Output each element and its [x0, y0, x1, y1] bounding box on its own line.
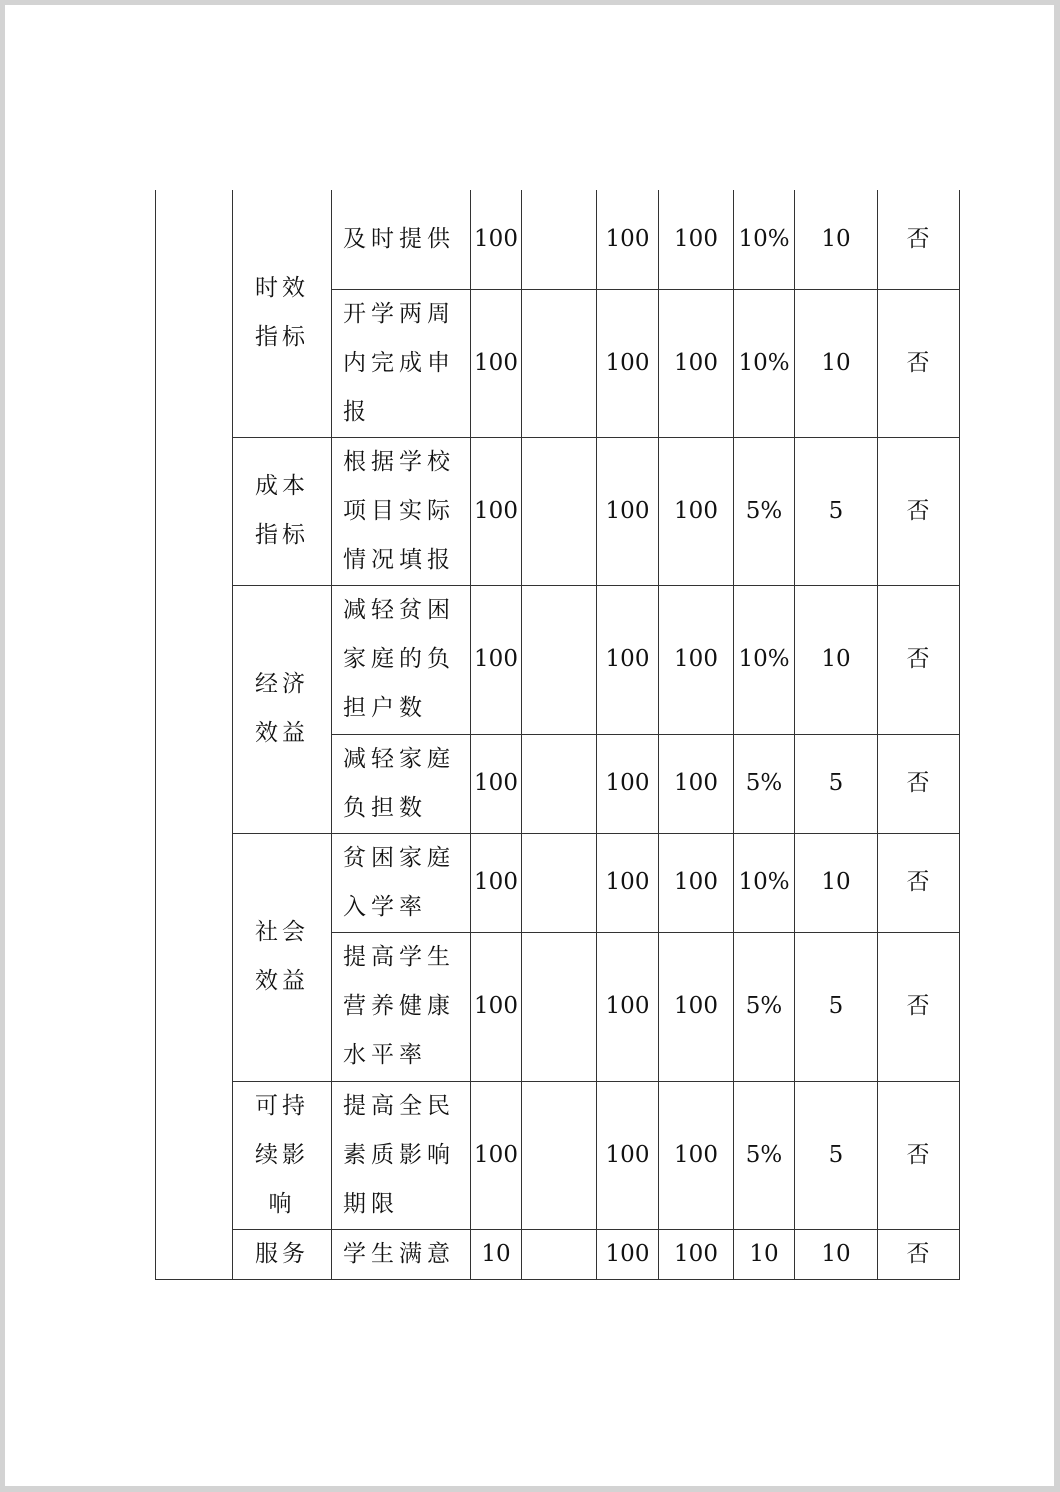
score-value: 5	[795, 1081, 878, 1229]
indicator-category: 时效指标	[233, 190, 332, 437]
score-value: 5	[795, 932, 878, 1081]
flag-value: 否	[878, 734, 960, 833]
indicator-category: 成本指标	[233, 437, 332, 585]
table-row	[156, 1229, 960, 1279]
blank-cell	[522, 734, 597, 833]
target-value: 100	[471, 734, 522, 833]
table-row	[156, 585, 960, 734]
blank-cell	[522, 833, 597, 932]
indicator-description: 根据学校项目实际情况填报	[332, 437, 471, 585]
value-a: 100	[597, 190, 659, 289]
score-value: 10	[795, 1229, 878, 1279]
value-a: 100	[597, 734, 659, 833]
value-b: 100	[659, 932, 734, 1081]
value-a: 100	[597, 437, 659, 585]
value-b: 100	[659, 833, 734, 932]
value-a: 100	[597, 1229, 659, 1279]
value-a: 100	[597, 1081, 659, 1229]
target-value: 100	[471, 437, 522, 585]
indicator-description: 贫困家庭入学率	[332, 833, 471, 932]
indicator-category: 社会效益	[233, 833, 332, 1081]
flag-value: 否	[878, 289, 960, 437]
target-value: 100	[471, 585, 522, 734]
blank-cell	[522, 437, 597, 585]
blank-cell	[522, 1081, 597, 1229]
weight-value: 5%	[734, 1081, 795, 1229]
flag-value: 否	[878, 1229, 960, 1279]
blank-cell	[522, 1229, 597, 1279]
blank-cell	[522, 289, 597, 437]
table-row	[156, 1081, 960, 1229]
target-value: 100	[471, 1081, 522, 1229]
blank-cell	[522, 585, 597, 734]
weight-value: 10%	[734, 585, 795, 734]
value-a: 100	[597, 932, 659, 1081]
value-b: 100	[659, 190, 734, 289]
value-a: 100	[597, 289, 659, 437]
table-row	[156, 190, 960, 289]
score-value: 10	[795, 833, 878, 932]
indicator-description: 提高全民素质影响期限	[332, 1081, 471, 1229]
indicator-category: 可持续影响	[233, 1081, 332, 1229]
target-value: 10	[471, 1229, 522, 1279]
target-value: 100	[471, 932, 522, 1081]
performance-indicator-table	[155, 190, 960, 1280]
weight-value: 5%	[734, 734, 795, 833]
flag-value: 否	[878, 1081, 960, 1229]
table-row	[156, 833, 960, 932]
weight-value: 5%	[734, 437, 795, 585]
first-level-blank-cell	[156, 190, 233, 1279]
value-a: 100	[597, 585, 659, 734]
target-value: 100	[471, 833, 522, 932]
indicator-description: 减轻家庭负担数	[332, 734, 471, 833]
score-value: 10	[795, 190, 878, 289]
value-b: 100	[659, 289, 734, 437]
flag-value: 否	[878, 585, 960, 734]
weight-value: 5%	[734, 932, 795, 1081]
score-value: 5	[795, 437, 878, 585]
indicator-category: 经济效益	[233, 585, 332, 833]
value-b: 100	[659, 734, 734, 833]
weight-value: 10%	[734, 289, 795, 437]
score-value: 10	[795, 289, 878, 437]
indicator-description: 及时提供	[332, 190, 471, 289]
indicator-description: 开学两周内完成申报	[332, 289, 471, 437]
flag-value: 否	[878, 932, 960, 1081]
table-row	[156, 437, 960, 585]
blank-cell	[522, 932, 597, 1081]
value-b: 100	[659, 1081, 734, 1229]
indicator-description: 学生满意	[332, 1229, 471, 1279]
target-value: 100	[471, 190, 522, 289]
value-b: 100	[659, 1229, 734, 1279]
indicator-description: 减轻贫困家庭的负担户数	[332, 585, 471, 734]
document-page	[5, 5, 1054, 1486]
value-b: 100	[659, 585, 734, 734]
blank-cell	[522, 190, 597, 289]
score-value: 5	[795, 734, 878, 833]
value-a: 100	[597, 833, 659, 932]
weight-value: 10%	[734, 833, 795, 932]
flag-value: 否	[878, 437, 960, 585]
score-value: 10	[795, 585, 878, 734]
flag-value: 否	[878, 190, 960, 289]
target-value: 100	[471, 289, 522, 437]
indicator-description: 提高学生营养健康水平率	[332, 932, 471, 1081]
weight-value: 10	[734, 1229, 795, 1279]
flag-value: 否	[878, 833, 960, 932]
weight-value: 10%	[734, 190, 795, 289]
value-b: 100	[659, 437, 734, 585]
indicator-category: 服务	[233, 1229, 332, 1279]
